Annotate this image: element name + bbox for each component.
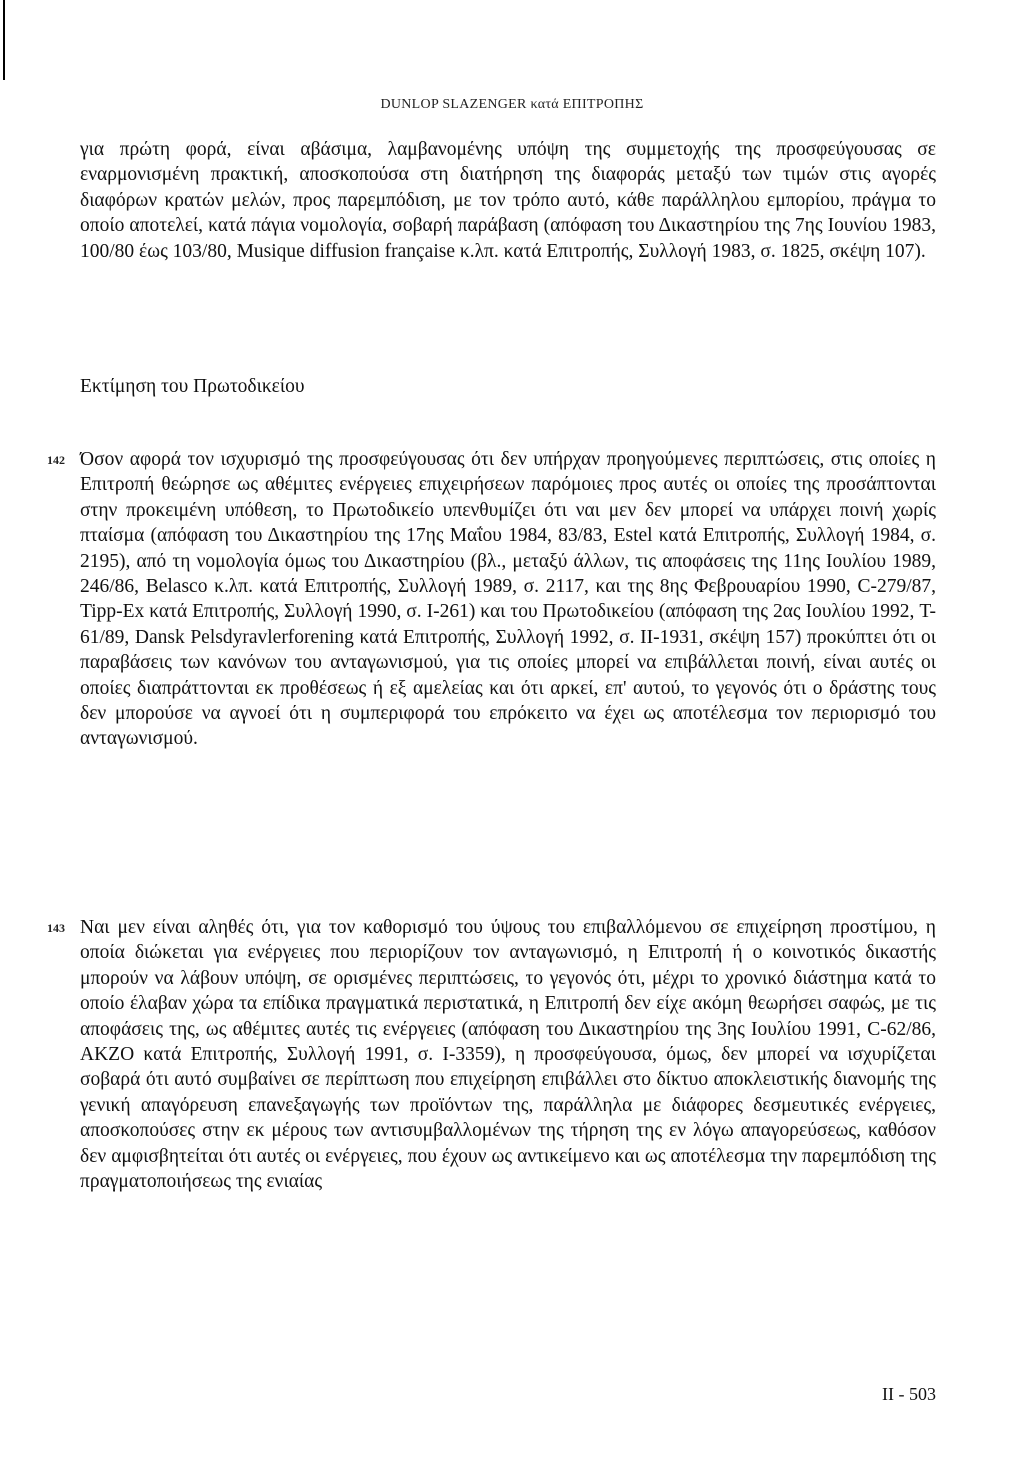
section-heading: Εκτίμηση του Πρωτοδικείου: [80, 376, 305, 397]
page-number: II - 503: [882, 1384, 936, 1404]
running-header: DUNLOP SLAZENGER κατά ΕΠΙΤΡΟΠΗΣ: [380, 97, 644, 112]
paragraph-number-143: 143: [47, 921, 65, 935]
paragraph-142: Όσον αφορά τον ισχυρισμό της προσφεύγουσας ότι δεν υπήρχαν προηγούμενες περιπτώσεις, στις οποίες η Επιτροπή θεώρησε ως αθέμιτες ενέργειες επιχειρήσεων παρόμοιες προς αυτές οι οποίες της προσάπτονται στην προκειμένη υπόθεση, το Πρωτοδικείο υπενθυμίζει ότι ναι μεν δεν μπορεί να υπάρχει ποινή χωρίς πταίσμα (απόφαση του Δικαστηρίου της 17ης Μαΐου 1984, 83/83, Estel κατά Επιτροπής, Συλλογή 1984, σ. 2195), από τη νομολογία όμως του Δικαστηρίου (βλ., μεταξύ άλλων, τις αποφάσεις της 11ης Ιουλίου 1989, 246/86, Belasco κ.λπ. κατά Επιτροπής, Συλλογή 1989, σ. 2117, και της 8ης Φεβρουαρίου 1990, C-279/87, Tipp-Ex κατά Επιτροπής, Συλλογή 1990, σ. I-261) και του Πρωτοδικείου (απόφαση της 2ας Ιουλίου 1992, T-61/89, Dansk Pelsdyravlerforening κατά Επιτροπής, Συλλογή 1992, σ. II-1931, σκέψη 157) προκύπτει ότι οι παραβάσεις των κανόνων του ανταγωνισμού, για τις οποίες μπορεί να επιβάλλεται ποινή, είναι αυτές οι οποίες διαπράττονται εκ προθέσεως ή εξ αμελείας και ότι αρκεί, επ' αυτού, το γεγονός ότι ο δράστης τους δεν μπορούσε να αγνοεί ότι η συμπεριφορά του επρόκειτο να έχει ως αποτέλεσμα τον περιορισμό του ανταγωνισμού.: [80, 449, 936, 750]
paragraph-143: Ναι μεν είναι αληθές ότι, για τον καθορισμό του ύψους του επιβαλλόμενου σε επιχείρηση προστίμου, η οποία διώκεται για ενέργειες που περιορίζουν τον ανταγωνισμό, η Επιτροπή ή ο κοινοτικός δικαστής μπορούν να λάβουν υπόψη, σε ορισμένες περιπτώσεις, το γεγονός ότι, μέχρι το χρονικό διάστημα κατά το οποίο έλαβαν χώρα τα επίδικα πραγματικά περιστατικά, η Επιτροπή δεν είχε ακόμη θεωρήσει σαφώς, με τις αποφάσεις της, ως αθέμιτες αυτές τις ενέργειες (απόφαση του Δικαστηρίου της 3ης Ιουλίου 1991, C-62/86, AKZO κατά Επιτροπής, Συλλογή 1991, σ. I-3359), η προσφεύγουσα, όμως, δεν μπορεί να ισχυρίζεται σοβαρά ότι αυτό συμβαίνει σε περίπτωση που επιχείρηση επιβάλλει στο δίκτυο αποκλειστικής διανομής της γενική απαγόρευση επανεξαγωγής των προϊόντων της, παράλληλα με διάφορες δεσμευτικές ενέργειες, αποσκοπούσες στην εκ μέρους των αντισυμβαλλομένων της τήρηση της εν λόγω απαγορεύσεως, καθόσον δεν αμφισβητείται ότι αυτές οι ενέργειες, που έχουν ως αντικείμενο και ως αποτέλεσμα την παρεμπόδιση της πραγματοποιήσεως της ενιαίας: [80, 917, 936, 1193]
intro-paragraph: για πρώτη φορά, είναι αβάσιμα, λαμβανομένης υπόψη της συμμετοχής της προσφεύγουσας σε εναρμονισμένη πρακτική, αποσκοπούσα στη διατήρηση της διαφοράς μεταξύ των τιμών στις αγορές διαφόρων κρατών μελών, προς παρεμπόδιση, με τον τρόπο αυτό, κάθε παράλληλου εμπορίου, πράγμα το οποίο αποτελεί, κατά πάγια νομολογία, σοβαρή παράβαση (απόφαση του Δικαστηρίου της 7ης Ιουνίου 1983, 100/80 έως 103/80, Musique diffusion française κ.λπ. κατά Επιτροπής, Συλλογή 1983, σ. 1825, σκέψη 107).: [80, 139, 936, 262]
paragraph-number-142: 142: [47, 453, 65, 467]
left-margin-rule: [3, 0, 5, 80]
